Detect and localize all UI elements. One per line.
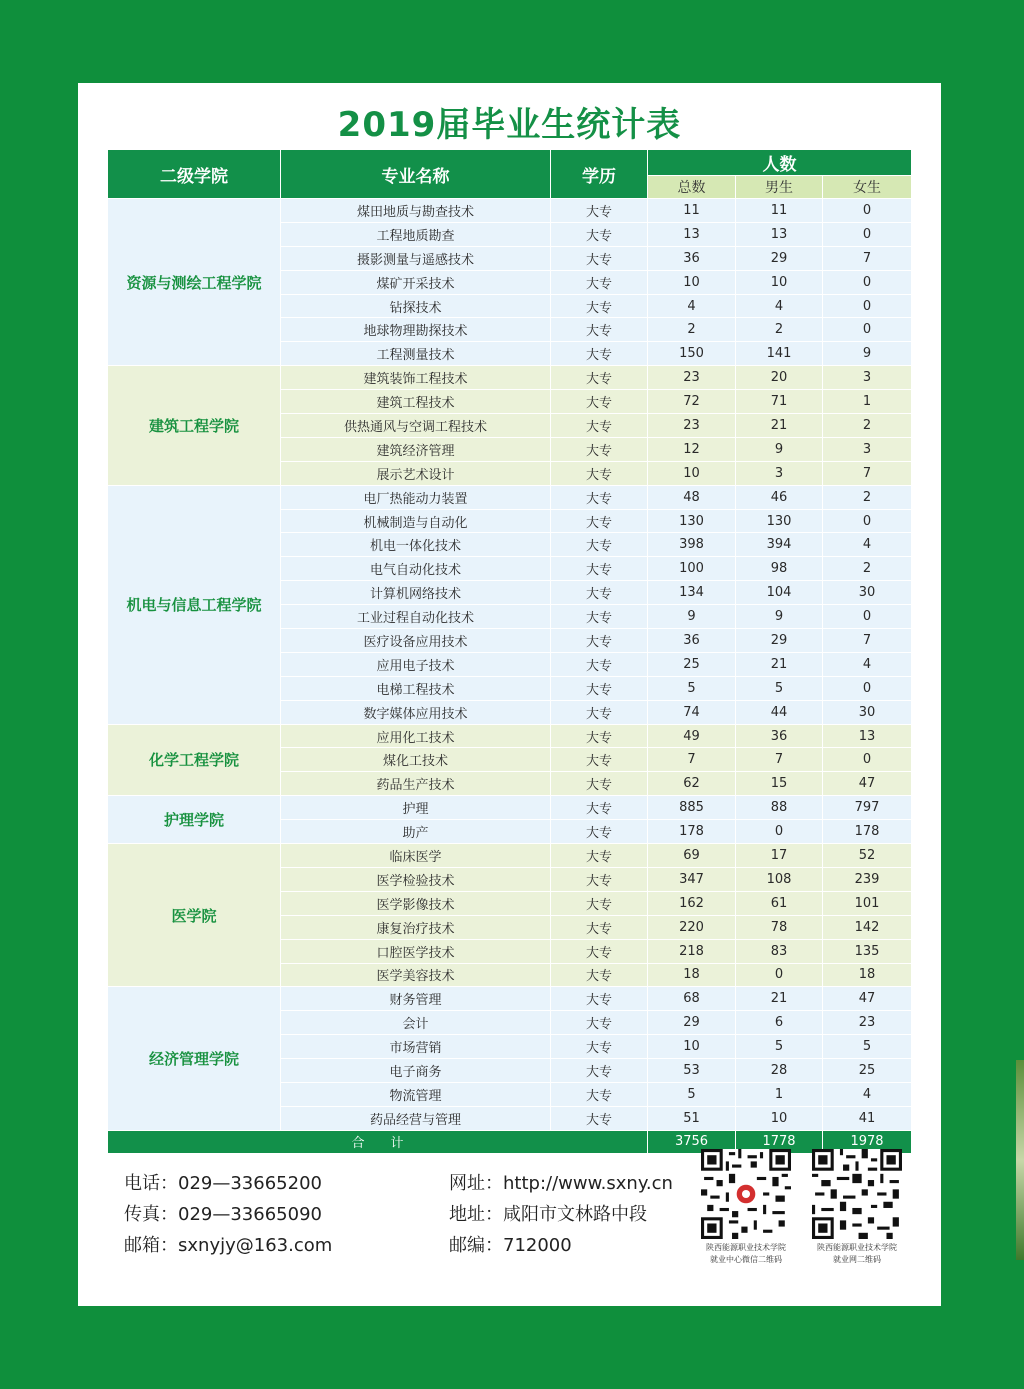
female-count: 0	[823, 294, 912, 318]
female-count: 0	[823, 605, 912, 629]
header-count-group: 人数	[648, 150, 912, 176]
total-count: 398	[648, 533, 736, 557]
total-count: 68	[648, 987, 736, 1011]
total-count: 218	[648, 939, 736, 963]
major-name: 展示艺术设计	[281, 461, 551, 485]
male-count: 141	[736, 342, 823, 366]
total-count: 10	[648, 1035, 736, 1059]
college-name: 资源与测绘工程学院	[108, 199, 281, 366]
degree-cell: 大专	[551, 867, 648, 891]
degree-cell: 大专	[551, 246, 648, 270]
degree-cell: 大专	[551, 748, 648, 772]
major-name: 会计	[281, 1011, 551, 1035]
qr-code-icon	[812, 1149, 902, 1239]
total-count: 48	[648, 485, 736, 509]
male-count: 15	[736, 772, 823, 796]
male-count: 11	[736, 199, 823, 223]
total-count: 220	[648, 915, 736, 939]
total-count: 74	[648, 700, 736, 724]
major-name: 机电一体化技术	[281, 533, 551, 557]
total-count: 53	[648, 1059, 736, 1083]
contact-column-right	[449, 1168, 673, 1261]
qr-caption-line1: 陕西能源职业技术学院	[817, 1243, 897, 1252]
total-count: 347	[648, 867, 736, 891]
female-count: 7	[823, 461, 912, 485]
female-count: 18	[823, 963, 912, 987]
table-row	[108, 724, 912, 748]
male-count: 83	[736, 939, 823, 963]
major-name: 建筑装饰工程技术	[281, 366, 551, 390]
male-count: 13	[736, 222, 823, 246]
total-count: 51	[648, 1106, 736, 1130]
degree-cell: 大专	[551, 1035, 648, 1059]
major-name: 助产	[281, 820, 551, 844]
total-count: 150	[648, 342, 736, 366]
female-count: 2	[823, 485, 912, 509]
female-count: 4	[823, 1082, 912, 1106]
total-count: 12	[648, 437, 736, 461]
total-count: 25	[648, 652, 736, 676]
male-count: 20	[736, 366, 823, 390]
total-count: 49	[648, 724, 736, 748]
table-row	[108, 796, 912, 820]
major-name: 建筑工程技术	[281, 390, 551, 414]
female-count: 0	[823, 748, 912, 772]
female-count: 7	[823, 629, 912, 653]
major-name: 医疗设备应用技术	[281, 629, 551, 653]
total-count: 162	[648, 891, 736, 915]
female-count: 25	[823, 1059, 912, 1083]
male-count: 44	[736, 700, 823, 724]
female-count: 0	[823, 509, 912, 533]
male-count: 17	[736, 844, 823, 868]
male-count: 29	[736, 246, 823, 270]
total-count: 69	[648, 844, 736, 868]
major-name: 地球物理勘探技术	[281, 318, 551, 342]
female-count: 30	[823, 581, 912, 605]
total-count: 5	[648, 676, 736, 700]
degree-cell: 大专	[551, 485, 648, 509]
graduate-statistics-table	[107, 149, 912, 1154]
major-name: 电子商务	[281, 1059, 551, 1083]
major-name: 应用化工技术	[281, 724, 551, 748]
female-count: 178	[823, 820, 912, 844]
table-body	[108, 199, 912, 1131]
summary-male: 1778	[736, 1130, 823, 1153]
degree-cell: 大专	[551, 772, 648, 796]
email-text: 邮箱：sxnyjy@163.com	[124, 1235, 333, 1256]
table-row	[108, 987, 912, 1011]
female-count: 2	[823, 557, 912, 581]
male-count: 29	[736, 629, 823, 653]
male-count: 10	[736, 270, 823, 294]
male-count: 1	[736, 1082, 823, 1106]
female-count: 1	[823, 390, 912, 414]
degree-cell: 大专	[551, 318, 648, 342]
male-count: 61	[736, 891, 823, 915]
college-name: 建筑工程学院	[108, 366, 281, 485]
header-degree: 学历	[551, 150, 648, 199]
major-name: 电厂热能动力装置	[281, 485, 551, 509]
major-name: 煤矿开采技术	[281, 270, 551, 294]
total-count: 23	[648, 414, 736, 438]
female-count: 47	[823, 772, 912, 796]
website-text: 网址：http://www.sxny.cn	[449, 1173, 673, 1194]
degree-cell: 大专	[551, 605, 648, 629]
major-name: 工程地质勘查	[281, 222, 551, 246]
header-total: 总数	[648, 176, 736, 199]
total-count: 10	[648, 270, 736, 294]
degree-cell: 大专	[551, 1106, 648, 1130]
male-count: 5	[736, 676, 823, 700]
male-count: 7	[736, 748, 823, 772]
major-name: 市场营销	[281, 1035, 551, 1059]
major-name: 物流管理	[281, 1082, 551, 1106]
major-name: 摄影测量与遥感技术	[281, 246, 551, 270]
female-count: 30	[823, 700, 912, 724]
total-count: 100	[648, 557, 736, 581]
total-count: 9	[648, 605, 736, 629]
major-name: 电气自动化技术	[281, 557, 551, 581]
major-name: 临床医学	[281, 844, 551, 868]
male-count: 4	[736, 294, 823, 318]
degree-cell: 大专	[551, 222, 648, 246]
female-count: 0	[823, 676, 912, 700]
summary-total: 3756	[648, 1130, 736, 1153]
degree-cell: 大专	[551, 294, 648, 318]
male-count: 5	[736, 1035, 823, 1059]
degree-cell: 大专	[551, 1011, 648, 1035]
major-name: 康复治疗技术	[281, 915, 551, 939]
major-name: 机械制造与自动化	[281, 509, 551, 533]
total-count: 5	[648, 1082, 736, 1106]
major-name: 财务管理	[281, 987, 551, 1011]
table-row	[108, 366, 912, 390]
major-name: 护理	[281, 796, 551, 820]
female-count: 52	[823, 844, 912, 868]
total-count: 885	[648, 796, 736, 820]
degree-cell: 大专	[551, 461, 648, 485]
female-count: 0	[823, 222, 912, 246]
total-count: 72	[648, 390, 736, 414]
degree-cell: 大专	[551, 844, 648, 868]
male-count: 36	[736, 724, 823, 748]
female-count: 0	[823, 318, 912, 342]
degree-cell: 大专	[551, 915, 648, 939]
college-name: 护理学院	[108, 796, 281, 844]
male-count: 0	[736, 820, 823, 844]
contact-column-left	[124, 1168, 332, 1261]
summary-label: 合 计	[108, 1130, 648, 1153]
total-count: 62	[648, 772, 736, 796]
major-name: 工程测量技术	[281, 342, 551, 366]
wechat-qr-block	[697, 1149, 795, 1266]
female-count: 13	[823, 724, 912, 748]
major-name: 应用电子技术	[281, 652, 551, 676]
male-count: 394	[736, 533, 823, 557]
degree-cell: 大专	[551, 509, 648, 533]
degree-cell: 大专	[551, 414, 648, 438]
degree-cell: 大专	[551, 533, 648, 557]
major-name: 建筑经济管理	[281, 437, 551, 461]
degree-cell: 大专	[551, 629, 648, 653]
female-count: 3	[823, 366, 912, 390]
female-count: 4	[823, 652, 912, 676]
fax-text: 传真：029—33665090	[124, 1204, 322, 1225]
degree-cell: 大专	[551, 820, 648, 844]
total-count: 178	[648, 820, 736, 844]
male-count: 21	[736, 652, 823, 676]
qr-caption-line2: 就业网二维码	[833, 1255, 881, 1264]
female-count: 5	[823, 1035, 912, 1059]
male-count: 78	[736, 915, 823, 939]
table-row	[108, 844, 912, 868]
total-count: 36	[648, 629, 736, 653]
male-count: 10	[736, 1106, 823, 1130]
header-male: 男生	[736, 176, 823, 199]
page-title: 2019届毕业生统计表	[337, 105, 682, 145]
female-count: 47	[823, 987, 912, 1011]
major-name: 电梯工程技术	[281, 676, 551, 700]
college-name: 经济管理学院	[108, 987, 281, 1130]
header-college: 二级学院	[108, 150, 281, 199]
male-count: 2	[736, 318, 823, 342]
degree-cell: 大专	[551, 199, 648, 223]
degree-cell: 大专	[551, 724, 648, 748]
female-count: 4	[823, 533, 912, 557]
degree-cell: 大专	[551, 700, 648, 724]
edge-decoration	[1016, 1060, 1024, 1260]
address-text: 地址：咸阳市文林路中段	[449, 1204, 647, 1225]
total-count: 11	[648, 199, 736, 223]
degree-cell: 大专	[551, 342, 648, 366]
male-count: 0	[736, 963, 823, 987]
male-count: 130	[736, 509, 823, 533]
degree-cell: 大专	[551, 891, 648, 915]
female-count: 142	[823, 915, 912, 939]
female-count: 135	[823, 939, 912, 963]
major-name: 药品生产技术	[281, 772, 551, 796]
degree-cell: 大专	[551, 1059, 648, 1083]
female-count: 239	[823, 867, 912, 891]
major-name: 口腔医学技术	[281, 939, 551, 963]
male-count: 6	[736, 1011, 823, 1035]
college-name: 化学工程学院	[108, 724, 281, 796]
summary-female: 1978	[823, 1130, 912, 1153]
header-female: 女生	[823, 176, 912, 199]
total-count: 23	[648, 366, 736, 390]
male-count: 21	[736, 987, 823, 1011]
female-count: 41	[823, 1106, 912, 1130]
major-name: 供热通风与空调工程技术	[281, 414, 551, 438]
major-name: 医学检验技术	[281, 867, 551, 891]
degree-cell: 大专	[551, 963, 648, 987]
male-count: 9	[736, 605, 823, 629]
degree-cell: 大专	[551, 796, 648, 820]
qr-caption-line2: 就业中心微信二维码	[710, 1255, 782, 1264]
degree-cell: 大专	[551, 652, 648, 676]
degree-cell: 大专	[551, 939, 648, 963]
male-count: 3	[736, 461, 823, 485]
female-count: 3	[823, 437, 912, 461]
male-count: 28	[736, 1059, 823, 1083]
total-count: 36	[648, 246, 736, 270]
female-count: 7	[823, 246, 912, 270]
table-row	[108, 485, 912, 509]
total-count: 7	[648, 748, 736, 772]
male-count: 71	[736, 390, 823, 414]
major-name: 煤化工技术	[281, 748, 551, 772]
postcode-text: 邮编：712000	[449, 1235, 572, 1256]
total-count: 13	[648, 222, 736, 246]
major-name: 煤田地质与勘查技术	[281, 199, 551, 223]
degree-cell: 大专	[551, 557, 648, 581]
female-count: 797	[823, 796, 912, 820]
degree-cell: 大专	[551, 987, 648, 1011]
degree-cell: 大专	[551, 437, 648, 461]
total-count: 10	[648, 461, 736, 485]
total-count: 4	[648, 294, 736, 318]
female-count: 2	[823, 414, 912, 438]
female-count: 23	[823, 1011, 912, 1035]
major-name: 药品经营与管理	[281, 1106, 551, 1130]
major-name: 钻探技术	[281, 294, 551, 318]
male-count: 9	[736, 437, 823, 461]
female-count: 0	[823, 199, 912, 223]
female-count: 0	[823, 270, 912, 294]
total-count: 134	[648, 581, 736, 605]
qr-caption-line1: 陕西能源职业技术学院	[706, 1243, 786, 1252]
qr-code-icon	[701, 1149, 791, 1239]
degree-cell: 大专	[551, 270, 648, 294]
male-count: 108	[736, 867, 823, 891]
female-count: 9	[823, 342, 912, 366]
major-name: 数字媒体应用技术	[281, 700, 551, 724]
degree-cell: 大专	[551, 581, 648, 605]
degree-cell: 大专	[551, 390, 648, 414]
degree-cell: 大专	[551, 366, 648, 390]
total-count: 18	[648, 963, 736, 987]
male-count: 98	[736, 557, 823, 581]
table-row	[108, 199, 912, 223]
male-count: 88	[736, 796, 823, 820]
male-count: 46	[736, 485, 823, 509]
total-count: 2	[648, 318, 736, 342]
male-count: 104	[736, 581, 823, 605]
total-count: 29	[648, 1011, 736, 1035]
statistics-sheet	[78, 83, 941, 1306]
total-count: 130	[648, 509, 736, 533]
female-count: 101	[823, 891, 912, 915]
major-name: 计算机网络技术	[281, 581, 551, 605]
major-name: 医学影像技术	[281, 891, 551, 915]
college-name: 机电与信息工程学院	[108, 485, 281, 724]
male-count: 21	[736, 414, 823, 438]
college-name: 医学院	[108, 844, 281, 987]
header-major: 专业名称	[281, 150, 551, 199]
degree-cell: 大专	[551, 676, 648, 700]
phone-text: 电话：029—33665200	[124, 1173, 322, 1194]
website-qr-block	[808, 1149, 906, 1266]
degree-cell: 大专	[551, 1082, 648, 1106]
major-name: 工业过程自动化技术	[281, 605, 551, 629]
major-name: 医学美容技术	[281, 963, 551, 987]
